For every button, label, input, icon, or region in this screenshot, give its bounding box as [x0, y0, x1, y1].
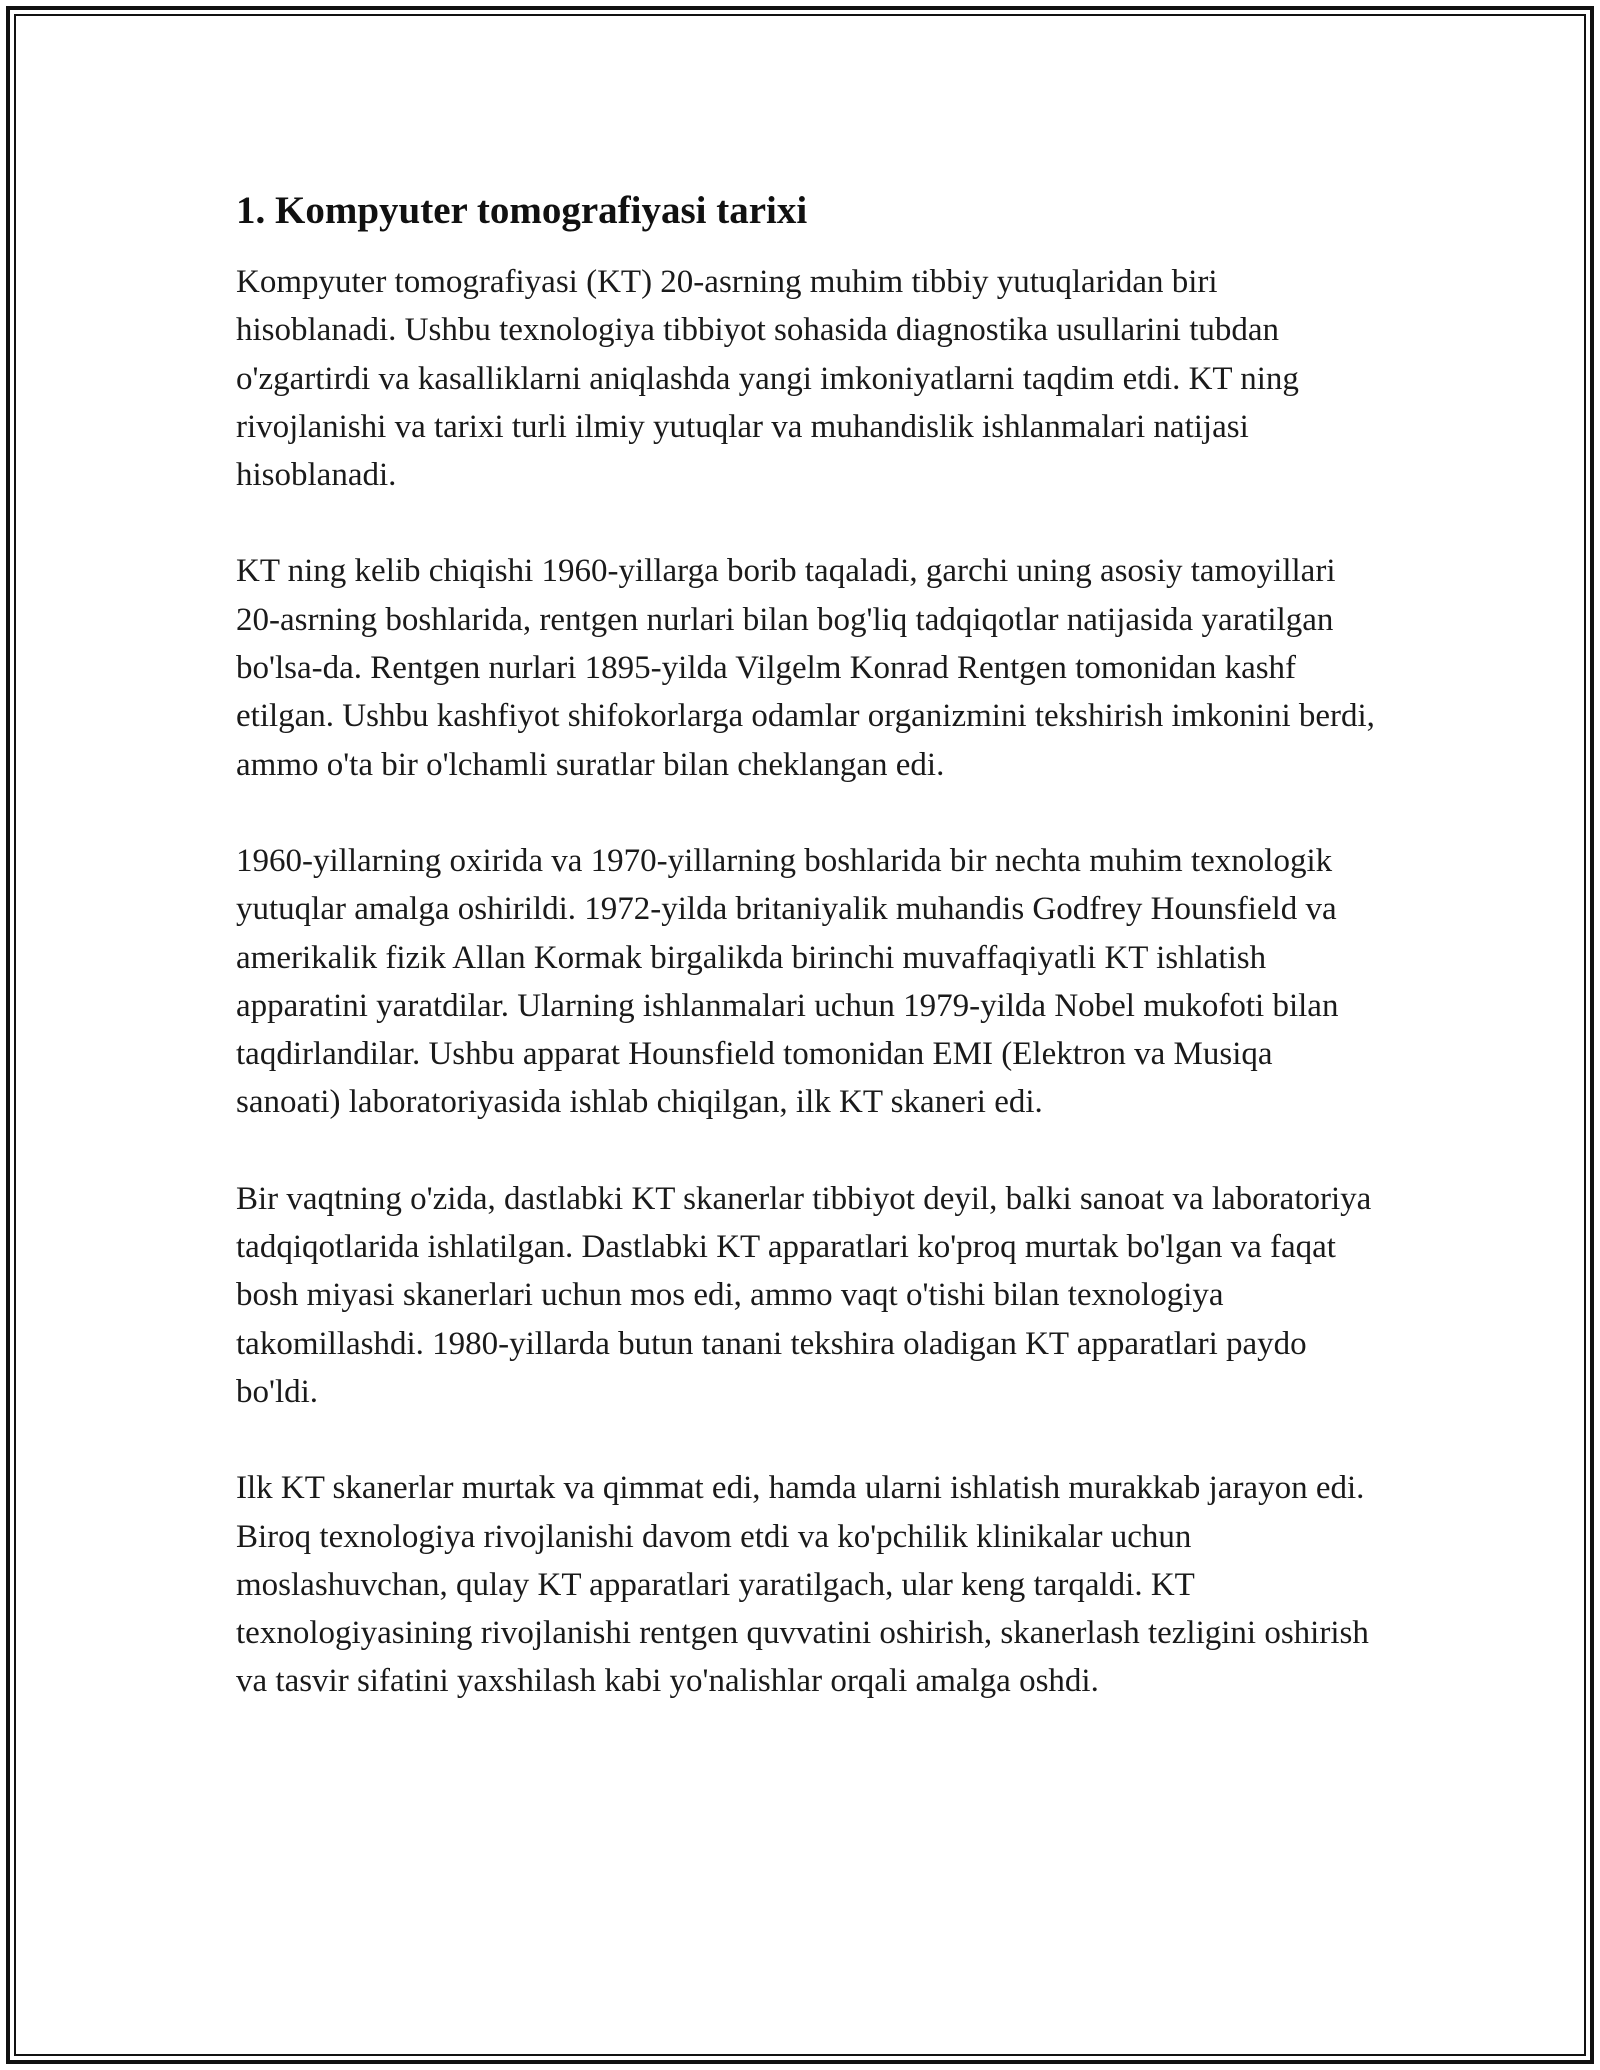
- page-title: 1. Kompyuter tomografiyasi tarixi: [236, 189, 808, 232]
- paragraph-development: Ilk KT skanerlar murtak va qimmat edi, hamda ularni ishlatish murakkab jarayon edi. Biroq texnologiya rivojlanishi davom etdi va ko'pchilik klinikalar uchun moslashuvchan, qulay KT apparatlari yaratilgach, ular keng tarqaldi. KT texnologiyasining rivojlanishi rentgen quvvatini oshirish, skanerlash tezligini oshirish va tasvir sifatini yaxshilash kabi yo'nalishlar orqali amalga oshdi.: [236, 1470, 1369, 1700]
- document-body: [236, 186, 1376, 1754]
- paragraph-early-use: Bir vaqtning o'zida, dastlabki KT skanerlar tibbiyot deyil, balki sanoat va laboratoriya tadqiqotlarida ishlatilgan. Dastlabki KT apparatlari ko'proq murtak bo'lgan va faqat bosh miyasi skanerlari uchun mos edi, ammo vaqt o'tishi bilan texnologiya takomillashdi. 1980-yillarda butun tanani tekshira oladigan KT apparatlari paydo bo'ldi.: [236, 1180, 1372, 1410]
- paragraph-breakthroughs: 1960-yillarning oxirida va 1970-yillarning boshlarida bir nechta muhim texnologik yutuqlar amalga oshirildi. 1972-yilda britaniyalik muhandis Godfrey Hounsfield va amerikalik fizik Allan Kormak birgalikda birinchi muvaffaqiyatli KT ishlatish apparatini yaratdilar. Ularning ishlanmalari uchun 1979-yilda Nobel mukofoti bilan taqdirlandilar. Ushbu apparat Hounsfield tomonidan EMI (Elektron va Musiqa sanoati) laboratoriyasida ishlab chiqilgan, ilk KT skaneri edi.: [236, 842, 1339, 1121]
- paragraph-origins: KT ning kelib chiqishi 1960-yillarga borib taqaladi, garchi uning asosiy tamoyillari 20-asrning boshlarida, rentgen nurlari bilan bog'liq tadqiqotlar natijasida yaratilgan bo'lsa-da. Rentgen nurlari 1895-yilda Vilgelm Konrad Rentgen tomonidan kashf etilgan. Ushbu kashfiyot shifokorlarga odamlar organizmini tekshirish imkonini berdi, ammo o'ta bir o'lchamli suratlar bilan cheklangan edi.: [236, 553, 1375, 783]
- paragraph-intro: Kompyuter tomografiyasi (KT) 20-asrning muhim tibbiy yutuqlaridan biri hisoblanadi. Ushbu texnologiya tibbiyot sohasida diagnostika usullarini tubdan o'zgartirdi va kasalliklarni aniqlashda yangi imkoniyatlarni taqdim etdi. KT ning rivojlanishi va tarixi turli ilmiy yutuqlar va muhandislik ishlanmalari natijasi hisoblanadi.: [236, 264, 1299, 494]
